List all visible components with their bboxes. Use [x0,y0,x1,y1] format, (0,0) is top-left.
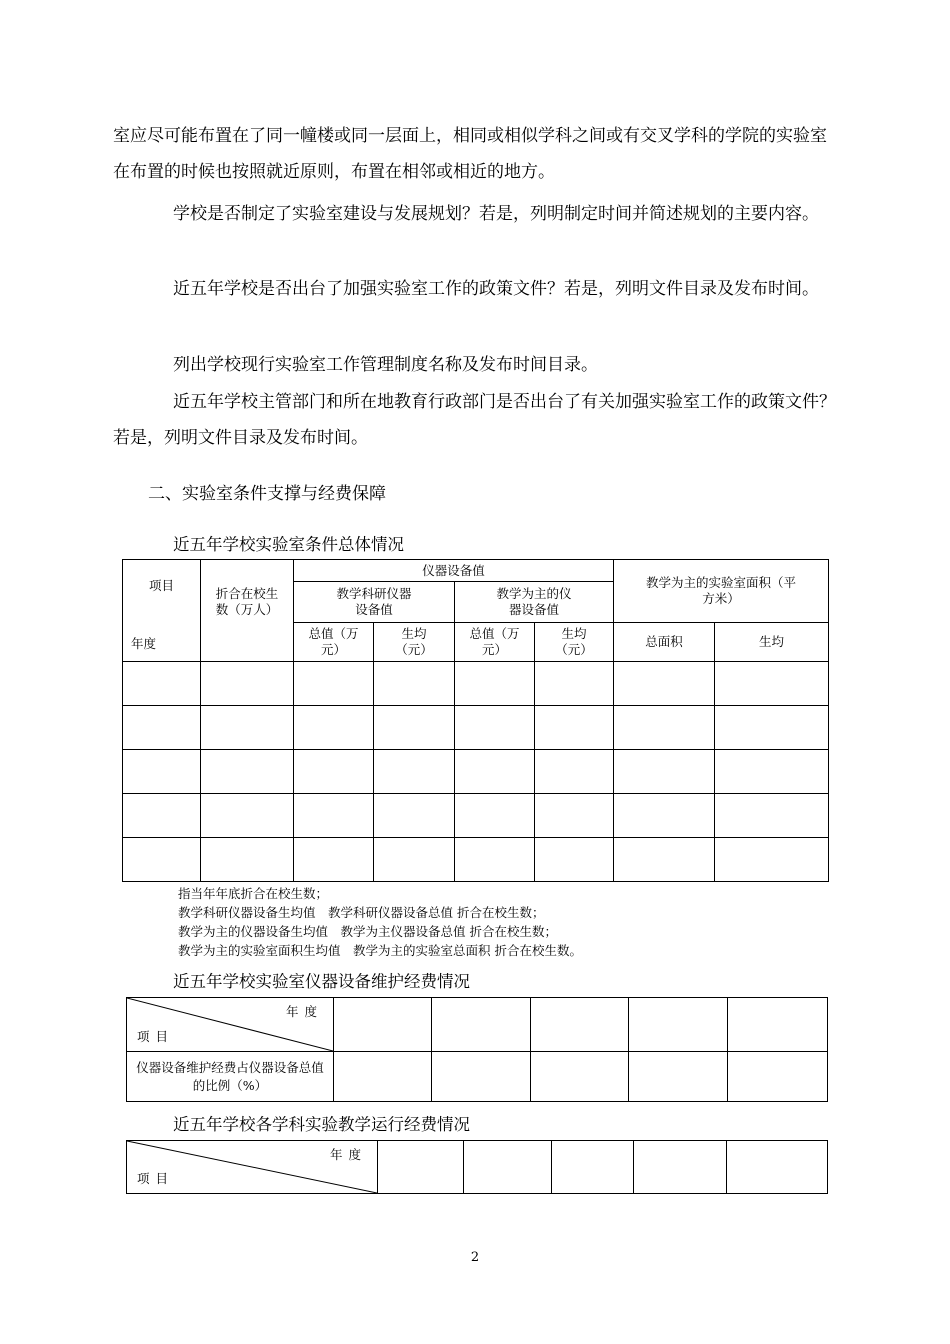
paragraph-authority-policy: 近五年学校主管部门和所在地教育行政部门是否出台了有关加强实验室工作的政策文件？若是，列明文件目录及发布时间。 [113,392,836,448]
note-line: 指当年年底折合在校生数； [178,886,329,901]
section-heading: 二、实验室条件支撑与经费保障 [148,484,386,504]
area-group-label: 教学为主的实验室面积（平方米） [646,574,797,606]
operating-funding-table [126,1140,828,1194]
table1-notes [178,884,582,960]
research-equipment-header [294,582,455,622]
research-equipment-label: 教学科研仪器设备值 [336,585,412,617]
table2-diagonal-header [127,998,334,1052]
table3-diagonal-header [127,1141,378,1194]
diag-item-label: 项目 [137,1029,175,1044]
table-row [123,706,829,750]
paragraph-lab-layout: 室应尽可能布置在了同一幢楼或同一层面上，相同或相似学科之间或有交叉学科的学院的实验室在布置的时候也按照就近原则，布置在相邻或相近的地方。 [113,126,827,182]
research-per-student-header [374,622,455,661]
teaching-equipment-label: 教学为主的仪器设备值 [496,585,572,617]
diag-year-label: 年度 [329,1147,367,1162]
area-per-student-header: 生均 [715,622,829,661]
corner-year-label: 年度 [131,636,157,651]
table-row [123,838,829,882]
maintenance-ratio-label [127,1052,334,1102]
note-line: 教学科研仪器设备生均值 教学科研仪器设备总值 折合在校生数； [178,905,545,920]
students-header [201,560,294,662]
equipment-group-header: 仪器设备值 [294,560,614,582]
lab-conditions-table [122,559,829,882]
research-per-student-label: 生均（元） [395,625,433,657]
corner-item-label: 项目 [148,578,174,593]
research-total-header [294,622,374,661]
teaching-total-label: 总值（万元） [469,625,520,657]
teaching-per-student-header [535,622,614,661]
table1-caption: 近五年学校实验室条件总体情况 [173,535,404,554]
maintenance-ratio-text: 仪器设备维护经费占仪器设备总值的比例（%） [136,1059,324,1093]
table-row [123,794,829,838]
students-header-label: 折合在校生数（万人） [215,586,279,617]
maintenance-funding-table [126,997,828,1102]
paragraph-management-list: 列出学校现行实验室工作管理制度名称及发布时间目录。 [173,355,598,375]
note-line: 教学为主的实验室面积生均值 教学为主的实验室总面积 折合在校生数。 [178,943,582,958]
teaching-total-header [455,622,535,661]
total-area-header: 总面积 [614,622,715,661]
diag-year-label: 年度 [285,1004,323,1019]
table-row [123,750,829,794]
teaching-per-student-label: 生均（元） [555,625,593,657]
table3-caption: 近五年学校各学科实验教学运行经费情况 [173,1115,470,1134]
paragraph-policy-question: 近五年学校是否出台了加强实验室工作的政策文件？若是，列明文件目录及发布时间。 [173,279,819,299]
page-number: 2 [470,1250,480,1265]
area-group-header [614,560,829,623]
table2-caption: 近五年学校实验室仪器设备维护经费情况 [173,972,470,991]
research-total-label: 总值（万元） [308,625,359,657]
note-line: 教学为主的仪器设备生均值 教学为主仪器设备总值 折合在校生数； [178,924,557,939]
table-row [123,662,829,706]
table-row [127,1052,828,1102]
diag-item-label: 项目 [137,1171,175,1186]
table1-corner-cell [123,560,201,662]
teaching-equipment-header [455,582,614,622]
paragraph-planning-question: 学校是否制定了实验室建设与发展规划？若是，列明制定时间并简述规划的主要内容。 [173,204,819,224]
